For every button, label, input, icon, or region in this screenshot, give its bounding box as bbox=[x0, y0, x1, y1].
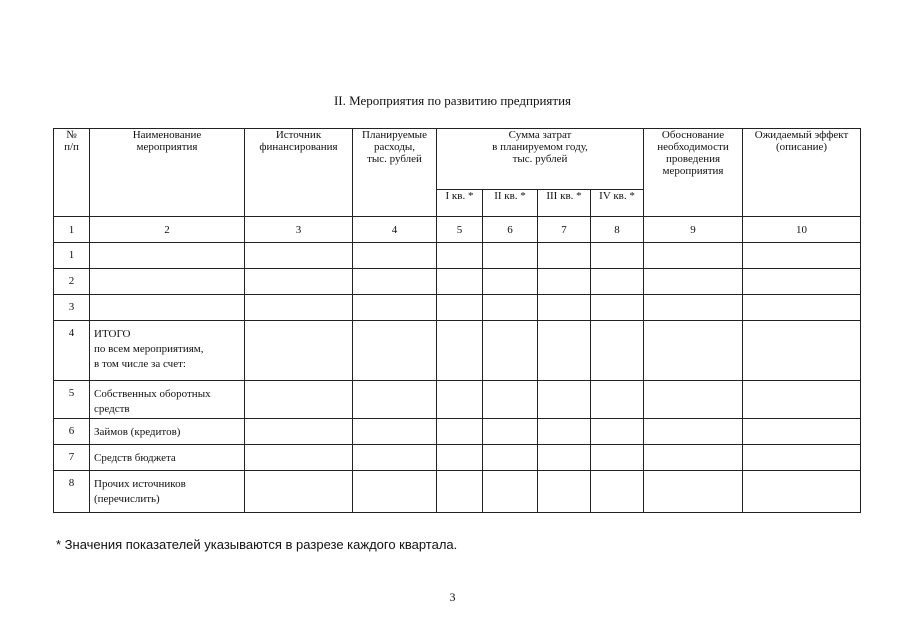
empty-cell bbox=[245, 381, 353, 419]
empty-cell bbox=[743, 419, 861, 445]
empty-cell bbox=[644, 295, 743, 321]
empty-cell bbox=[483, 445, 538, 471]
empty-cell bbox=[437, 471, 483, 513]
header-q3: III кв. * bbox=[538, 190, 591, 217]
empty-cell bbox=[538, 381, 591, 419]
header-justification: Обоснование необходимости проведения мероприятия bbox=[644, 129, 743, 217]
row-name: ИТОГО по всем мероприятиям, в том числе за счет: bbox=[90, 321, 245, 381]
column-number: 6 bbox=[483, 217, 538, 243]
column-number-row bbox=[54, 217, 861, 243]
empty-cell bbox=[591, 295, 644, 321]
row-number: 2 bbox=[54, 269, 90, 295]
row-name bbox=[90, 243, 245, 269]
empty-cell bbox=[591, 269, 644, 295]
table-row bbox=[54, 381, 861, 419]
empty-cell bbox=[245, 243, 353, 269]
empty-cell bbox=[353, 419, 437, 445]
row-number: 7 bbox=[54, 445, 90, 471]
row-name: Займов (кредитов) bbox=[90, 419, 245, 445]
empty-cell bbox=[353, 243, 437, 269]
empty-cell bbox=[591, 381, 644, 419]
empty-cell bbox=[483, 243, 538, 269]
empty-cell bbox=[743, 269, 861, 295]
empty-cell bbox=[353, 381, 437, 419]
row-name bbox=[90, 269, 245, 295]
empty-cell bbox=[591, 445, 644, 471]
empty-cell bbox=[437, 381, 483, 419]
table-row bbox=[54, 445, 861, 471]
table-row bbox=[54, 269, 861, 295]
page-number: 3 bbox=[449, 590, 456, 604]
empty-cell bbox=[437, 321, 483, 381]
table-row bbox=[54, 321, 861, 381]
empty-cell bbox=[353, 295, 437, 321]
header-num: № п/п bbox=[54, 129, 90, 217]
header-source: Источник финансирования bbox=[245, 129, 353, 217]
row-number: 6 bbox=[54, 419, 90, 445]
empty-cell bbox=[538, 321, 591, 381]
column-number: 10 bbox=[743, 217, 861, 243]
header-planned: Планируемые расходы, тыс. рублей bbox=[353, 129, 437, 217]
column-number: 5 bbox=[437, 217, 483, 243]
row-name: Собственных оборотных средств bbox=[90, 381, 245, 419]
empty-cell bbox=[437, 445, 483, 471]
empty-cell bbox=[437, 419, 483, 445]
empty-cell bbox=[743, 243, 861, 269]
table-row bbox=[54, 419, 861, 445]
measures-table bbox=[53, 128, 861, 513]
empty-cell bbox=[644, 419, 743, 445]
row-name bbox=[90, 295, 245, 321]
empty-cell bbox=[245, 419, 353, 445]
empty-cell bbox=[437, 269, 483, 295]
row-number: 8 bbox=[54, 471, 90, 513]
empty-cell bbox=[538, 471, 591, 513]
section-title: II. Мероприятия по развитию предприятия bbox=[333, 93, 572, 108]
empty-cell bbox=[437, 243, 483, 269]
empty-cell bbox=[353, 471, 437, 513]
header-q4: IV кв. * bbox=[591, 190, 644, 217]
empty-cell bbox=[644, 381, 743, 419]
column-number: 3 bbox=[245, 217, 353, 243]
empty-cell bbox=[644, 471, 743, 513]
row-number: 1 bbox=[54, 243, 90, 269]
empty-cell bbox=[591, 419, 644, 445]
empty-cell bbox=[245, 445, 353, 471]
column-number: 7 bbox=[538, 217, 591, 243]
empty-cell bbox=[353, 445, 437, 471]
row-number: 5 bbox=[54, 381, 90, 419]
row-number: 4 bbox=[54, 321, 90, 381]
empty-cell bbox=[743, 471, 861, 513]
empty-cell bbox=[644, 321, 743, 381]
empty-cell bbox=[538, 295, 591, 321]
footnote: * Значения показателей указываются в разрезе каждого квартала. bbox=[56, 537, 458, 552]
empty-cell bbox=[538, 243, 591, 269]
header-effect: Ожидаемый эффект (описание) bbox=[743, 129, 861, 217]
row-name: Средств бюджета bbox=[90, 445, 245, 471]
empty-cell bbox=[743, 381, 861, 419]
empty-cell bbox=[245, 321, 353, 381]
row-number: 3 bbox=[54, 295, 90, 321]
empty-cell bbox=[483, 381, 538, 419]
empty-cell bbox=[437, 295, 483, 321]
empty-cell bbox=[538, 445, 591, 471]
table-row bbox=[54, 471, 861, 513]
empty-cell bbox=[743, 445, 861, 471]
empty-cell bbox=[245, 471, 353, 513]
empty-cell bbox=[591, 321, 644, 381]
empty-cell bbox=[353, 321, 437, 381]
column-number: 1 bbox=[54, 217, 90, 243]
header-q2: II кв. * bbox=[483, 190, 538, 217]
header-sum: Сумма затрат в планируемом году, тыс. рублей bbox=[437, 129, 644, 190]
column-number: 4 bbox=[353, 217, 437, 243]
row-name: Прочих источников (перечислить) bbox=[90, 471, 245, 513]
empty-cell bbox=[644, 243, 743, 269]
empty-cell bbox=[538, 269, 591, 295]
empty-cell bbox=[483, 321, 538, 381]
empty-cell bbox=[591, 471, 644, 513]
table-body bbox=[54, 243, 861, 513]
empty-cell bbox=[743, 295, 861, 321]
empty-cell bbox=[644, 445, 743, 471]
column-number: 2 bbox=[90, 217, 245, 243]
header-name: Наименование мероприятия bbox=[90, 129, 245, 217]
empty-cell bbox=[483, 419, 538, 445]
empty-cell bbox=[353, 269, 437, 295]
empty-cell bbox=[538, 419, 591, 445]
empty-cell bbox=[644, 269, 743, 295]
empty-cell bbox=[591, 243, 644, 269]
empty-cell bbox=[245, 295, 353, 321]
header-q1: I кв. * bbox=[437, 190, 483, 217]
table-row bbox=[54, 295, 861, 321]
column-number: 9 bbox=[644, 217, 743, 243]
empty-cell bbox=[245, 269, 353, 295]
column-number: 8 bbox=[591, 217, 644, 243]
table-row bbox=[54, 243, 861, 269]
empty-cell bbox=[743, 321, 861, 381]
empty-cell bbox=[483, 295, 538, 321]
empty-cell bbox=[483, 269, 538, 295]
empty-cell bbox=[483, 471, 538, 513]
